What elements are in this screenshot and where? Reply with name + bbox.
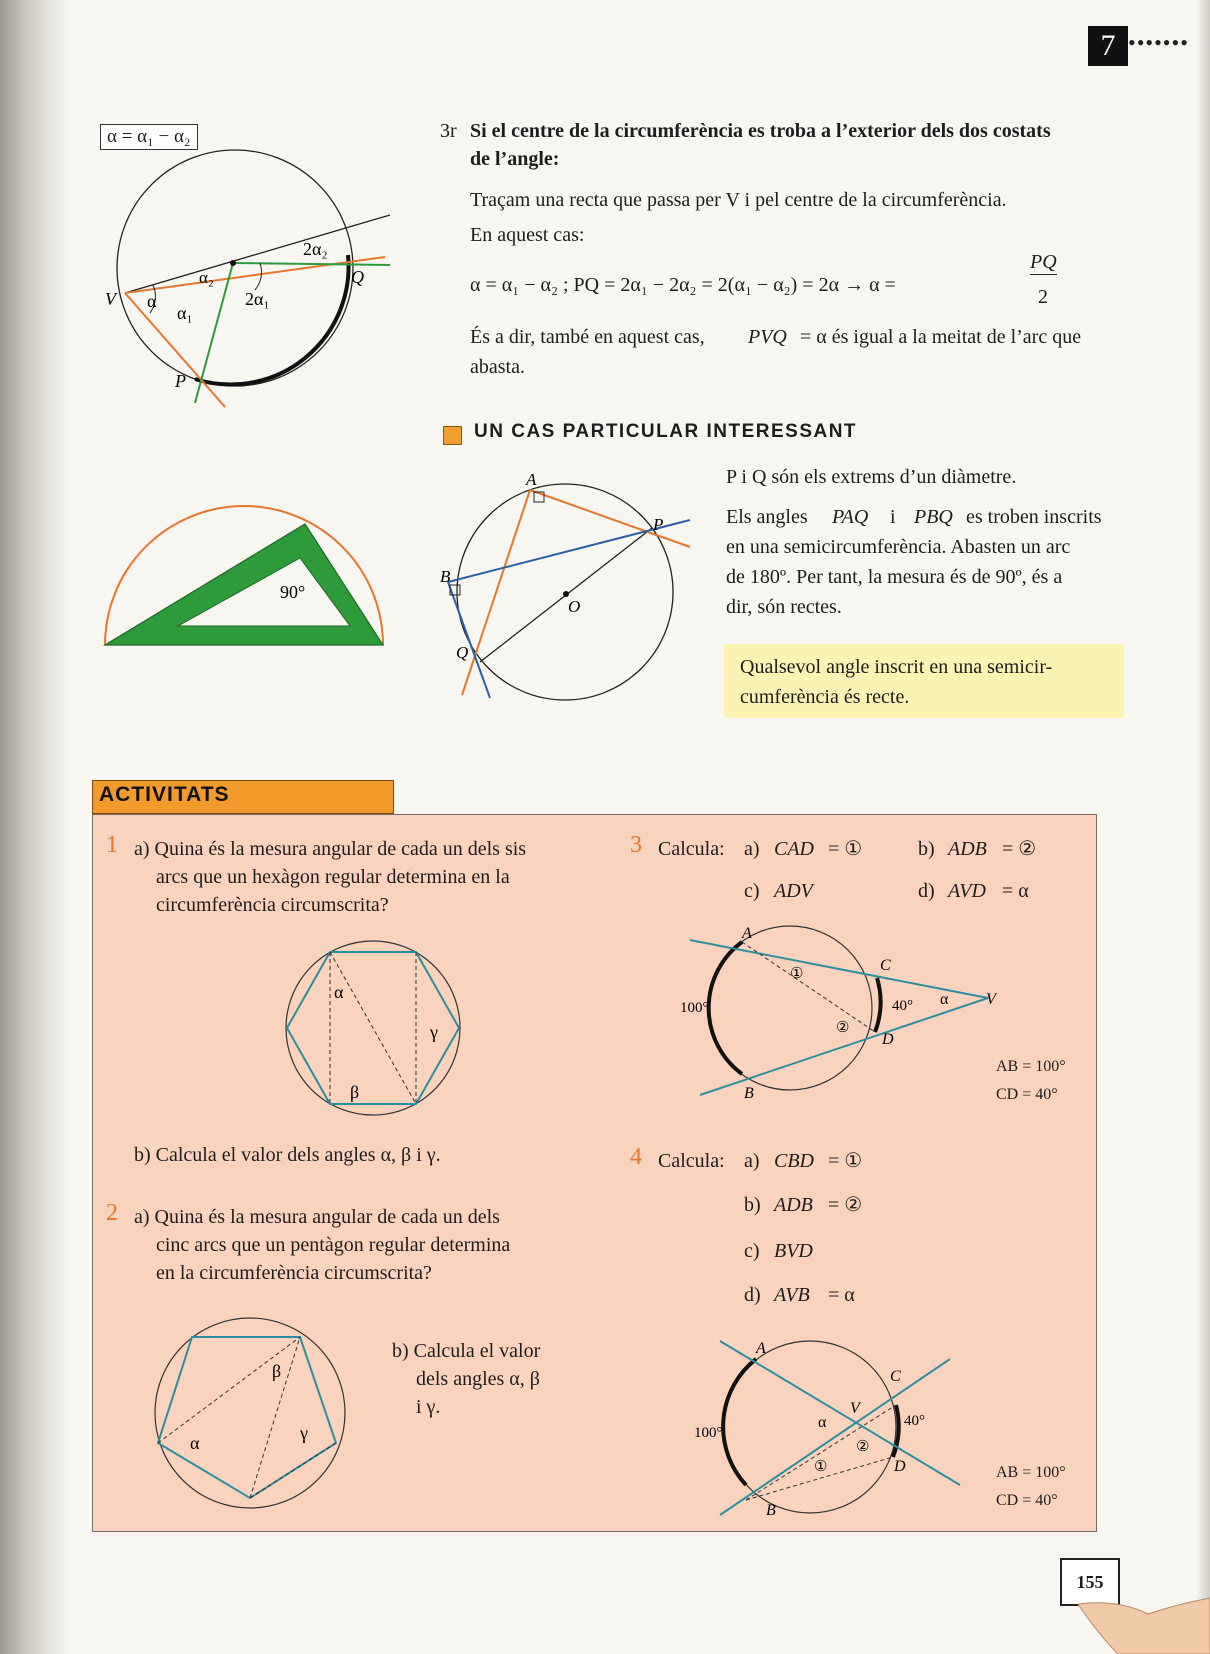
case-title-1: Si el centre de la circumferència es troba a l’exterior dels dos costats bbox=[470, 120, 1051, 142]
activity-3-b-pre: b) bbox=[918, 838, 935, 860]
activity-4-a-post: = ① bbox=[828, 1150, 863, 1172]
activity-4-d-arc: AVB bbox=[774, 1284, 810, 1306]
svg-text:B: B bbox=[766, 1502, 776, 1519]
activity-3-a-post: = ① bbox=[828, 838, 863, 860]
pent-gamma: γ bbox=[300, 1423, 308, 1443]
line-bq bbox=[448, 582, 490, 698]
svg-text:V: V bbox=[986, 991, 996, 1008]
label-alpha2: α₂ bbox=[199, 268, 214, 287]
section-p4: de 180º. Per tant, la mesura és de 90º, és a bbox=[726, 566, 1063, 588]
activity-4-c-pre: c) bbox=[744, 1240, 760, 1262]
activity-2-b-line3: i γ. bbox=[416, 1396, 441, 1418]
section-p1: P i Q són els extrems d’un diàmetre. bbox=[726, 466, 1017, 488]
label-v: V bbox=[105, 289, 116, 309]
case-title-2: de l’angle: bbox=[470, 148, 560, 170]
case-paragraph-1: Traçam una recta que passa per V i pel centre de la circumferència. bbox=[470, 189, 1007, 211]
activity-4-a-arc: CBD bbox=[774, 1150, 814, 1172]
line-ap bbox=[530, 490, 690, 547]
hex-gamma: γ bbox=[430, 1022, 438, 1042]
svg-text:D: D bbox=[882, 1031, 894, 1048]
pentagon-figure bbox=[150, 1315, 350, 1515]
hex-alpha: α bbox=[334, 982, 344, 1002]
activity-4-given-2: CD = 40° bbox=[996, 1492, 1058, 1509]
svg-text:②: ② bbox=[856, 1439, 870, 1455]
activity-3-given-2: CD = 40° bbox=[996, 1086, 1058, 1103]
activity-2-b-line1: b) Calcula el valor bbox=[392, 1340, 541, 1362]
set-square-figure bbox=[100, 500, 390, 650]
section-p2a: Els angles bbox=[726, 506, 808, 528]
section-p2-i: i bbox=[890, 506, 896, 528]
hexagon-figure bbox=[278, 938, 468, 1118]
activity-2-a-line1: a) Quina és la mesura angular de cada un dels bbox=[134, 1206, 500, 1228]
line-aq bbox=[462, 490, 530, 695]
case-paragraph-3b: = α és igual a la meitat de l’arc que bbox=[800, 326, 1082, 348]
svg-text:C: C bbox=[890, 1368, 901, 1385]
section-p3: en una semicircumferència. Abasten un arc bbox=[726, 536, 1071, 558]
section-marker bbox=[443, 426, 462, 445]
activity-3-a-pre: a) bbox=[744, 838, 760, 860]
inscribed-angle-figure bbox=[95, 135, 400, 415]
label-b: B bbox=[440, 567, 451, 586]
activity-2-a-line3: en la circumferència circumscrita? bbox=[156, 1262, 432, 1284]
activity-3-b-post: = ② bbox=[1002, 838, 1037, 860]
center-point bbox=[230, 260, 236, 266]
case-number: 3r bbox=[440, 120, 457, 142]
activity-3-c-arc: ADV bbox=[774, 880, 813, 902]
fraction-denominator: 2 bbox=[1038, 286, 1048, 308]
section-angle-paq: PAQ bbox=[832, 506, 869, 528]
fraction-numerator: PQ bbox=[1030, 251, 1057, 273]
activity-3-b-arc: ADB bbox=[948, 838, 987, 860]
activity-4-b-post: = ② bbox=[828, 1194, 863, 1216]
label-p: P bbox=[175, 371, 186, 391]
svg-text:C: C bbox=[880, 957, 891, 974]
section-p5: dir, són rectes. bbox=[726, 596, 842, 618]
activities-tab bbox=[92, 780, 394, 814]
activity-4-b-arc: ADB bbox=[774, 1194, 813, 1216]
svg-text:V: V bbox=[850, 1400, 860, 1417]
hex-beta: β bbox=[350, 1082, 360, 1102]
activity-3-d-post: = α bbox=[1002, 880, 1029, 902]
svg-text:40°: 40° bbox=[904, 1413, 925, 1429]
highlight-line-2: cumferència és recte. bbox=[740, 686, 910, 708]
formula-box: α = α₁ − α₂ bbox=[100, 124, 198, 150]
activity-3-a-arc: CAD bbox=[774, 838, 814, 860]
label-alpha: α bbox=[147, 291, 157, 311]
line-oq bbox=[233, 263, 390, 265]
label-p2: P bbox=[653, 515, 664, 534]
activity-1-b: b) Calcula el valor dels angles α, β i γ. bbox=[134, 1144, 441, 1166]
pent-alpha: α bbox=[190, 1433, 200, 1453]
section-p2b: es troben inscrits bbox=[966, 506, 1102, 528]
activity-4-d-pre: d) bbox=[744, 1284, 761, 1306]
activity-3-given-1: AB = 100° bbox=[996, 1058, 1066, 1075]
svg-text:A: A bbox=[756, 1340, 766, 1357]
svg-text:②: ② bbox=[836, 1020, 850, 1036]
svg-text:α: α bbox=[818, 1414, 827, 1431]
label-q2: Q bbox=[456, 643, 469, 662]
activity-3-figure bbox=[680, 920, 1000, 1100]
figure-circle bbox=[117, 150, 353, 386]
case-paragraph-4: abasta. bbox=[470, 356, 525, 378]
activity-1-a-line3: circumferència circumscrita? bbox=[156, 894, 389, 916]
svg-text:A: A bbox=[742, 925, 752, 942]
svg-text:100°: 100° bbox=[680, 1000, 709, 1016]
activity-1-number: 1 bbox=[106, 832, 118, 858]
activity-1-a-line2: arcs que un hexàgon regular determina en la bbox=[156, 866, 510, 888]
case-equation: α = α₁ − α₂ ; PQ = 2α₁ − 2α₂ = 2(α₁ − α₂) = 2α → α = bbox=[470, 274, 896, 296]
highlight-line-1: Qualsevol angle inscrit en una semicir- bbox=[740, 656, 1053, 678]
svg-text:D: D bbox=[894, 1458, 906, 1475]
label-2alpha2: 2α₂ bbox=[303, 239, 328, 259]
label-2alpha1: 2α₁ bbox=[245, 289, 270, 309]
activity-4-b-pre: b) bbox=[744, 1194, 761, 1216]
activity-3-number: 3 bbox=[630, 832, 642, 858]
activity-4-a-pre: a) bbox=[744, 1150, 760, 1172]
activity-4-d-post: = α bbox=[828, 1284, 855, 1306]
label-o: O bbox=[568, 597, 581, 616]
activity-3-c-pre: c) bbox=[744, 880, 760, 902]
set-square bbox=[105, 524, 383, 645]
chapter-number: 7 bbox=[1088, 26, 1128, 66]
activity-2-number: 2 bbox=[106, 1200, 118, 1226]
activity-4-figure bbox=[690, 1335, 980, 1520]
activity-3-d-arc: AVD bbox=[948, 880, 986, 902]
svg-text:B: B bbox=[744, 1085, 754, 1100]
activities-label: ACTIVITATS bbox=[99, 783, 230, 806]
case-paragraph-2: En aquest cas: bbox=[470, 224, 585, 246]
finger-illustration bbox=[1078, 1594, 1210, 1654]
semicircle-diagram bbox=[440, 470, 700, 710]
section-angle-pbq: PBQ bbox=[914, 506, 953, 528]
pent-beta: β bbox=[272, 1361, 282, 1381]
activity-4-calcula: Calcula: bbox=[658, 1150, 725, 1172]
activity-2-b-line2: dels angles α, β bbox=[416, 1368, 540, 1390]
label-a: A bbox=[526, 470, 537, 489]
activity-3-d-pre: d) bbox=[918, 880, 935, 902]
activity-2-a-line2: cinc arcs que un pentàgon regular determina bbox=[156, 1234, 511, 1256]
page-edge bbox=[1196, 0, 1210, 1654]
label-90: 90° bbox=[280, 582, 306, 602]
chapter-dots: ••••••• bbox=[1128, 30, 1189, 55]
svg-text:①: ① bbox=[814, 1459, 828, 1475]
label-alpha1: α₁ bbox=[177, 303, 193, 323]
activity-4-number: 4 bbox=[630, 1144, 642, 1170]
page-number: 155 bbox=[1060, 1558, 1120, 1606]
activity-1-a-line1: a) Quina és la mesura angular de cada un dels sis bbox=[134, 838, 527, 860]
activity-4-c-arc: BVD bbox=[774, 1240, 813, 1262]
svg-text:100°: 100° bbox=[694, 1425, 723, 1441]
case-angle-pvq: PVQ bbox=[748, 326, 787, 348]
activity-4-given-1: AB = 100° bbox=[996, 1464, 1066, 1481]
svg-text:40°: 40° bbox=[892, 998, 913, 1014]
svg-text:①: ① bbox=[790, 966, 804, 982]
activity-3-calcula: Calcula: bbox=[658, 838, 725, 860]
svg-text:α: α bbox=[940, 991, 949, 1008]
book-spine-shadow bbox=[0, 0, 70, 1654]
label-q: Q bbox=[351, 267, 364, 287]
section-title: UN CAS PARTICULAR INTERESSANT bbox=[474, 421, 858, 442]
case-paragraph-3a: És a dir, també en aquest cas, bbox=[470, 326, 705, 348]
